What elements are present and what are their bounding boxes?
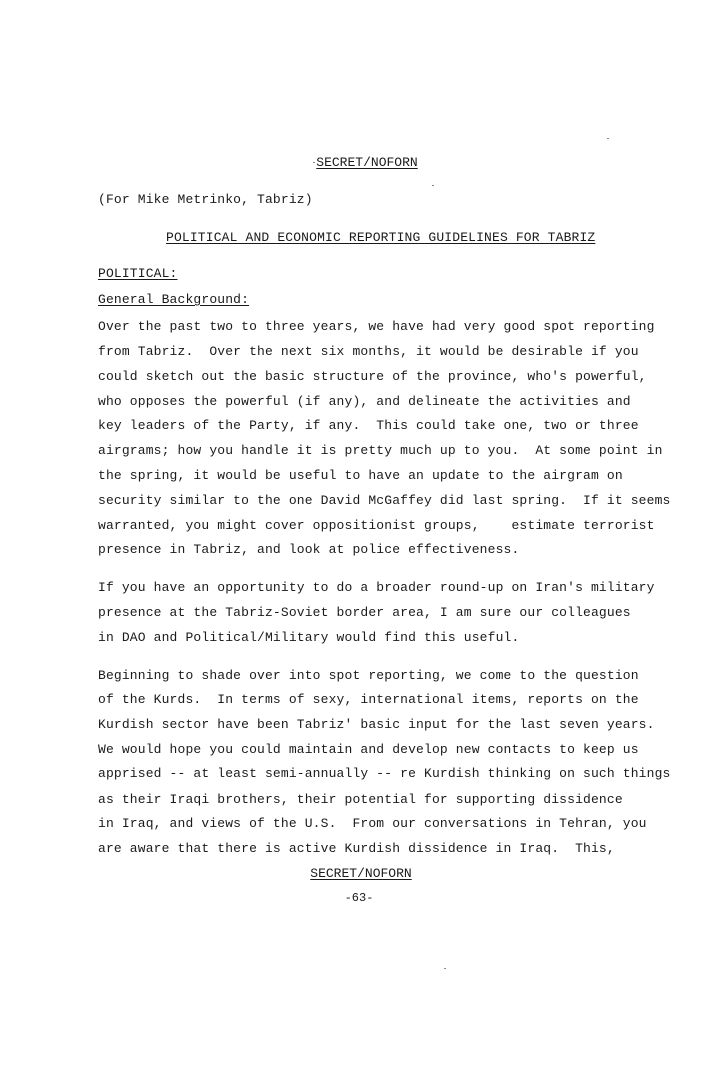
- paragraph1-line: security similar to the one David McGaffey did last spring. If it seems: [98, 493, 671, 508]
- classification-footer: SECRET/NOFORN: [310, 866, 412, 881]
- paragraph1-line: from Tabriz. Over the next six months, it would be desirable if you: [98, 344, 639, 359]
- paragraph3-line: apprised -- at least semi-annually -- re Kurdish thinking on such things: [98, 766, 671, 781]
- paragraph3-line: are aware that there is active Kurdish dissidence in Iraq. This,: [98, 841, 615, 856]
- paragraph3-line: Beginning to shade over into spot reporting, we come to the question: [98, 668, 639, 683]
- paragraph1-line: key leaders of the Party, if any. This could take one, two or three: [98, 418, 639, 433]
- scan-speck: [607, 138, 609, 139]
- scan-speck: [444, 968, 446, 969]
- paragraph1-line: warranted, you might cover oppositionist groups, estimate terrorist: [98, 518, 655, 533]
- paragraph3-line: as their Iraqi brothers, their potential for supporting dissidence: [98, 792, 623, 807]
- paragraph1-line: Over the past two to three years, we have had very good spot reporting: [98, 319, 655, 334]
- addressee-line: (For Mike Metrinko, Tabriz): [98, 192, 313, 207]
- paragraph2-line: presence at the Tabriz-Soviet border area, I am sure our colleagues: [98, 605, 631, 620]
- subsection-heading: General Background:: [98, 292, 250, 307]
- paragraph2-line: If you have an opportunity to do a broader round-up on Iran's military: [98, 580, 655, 595]
- paragraph1-line: who opposes the powerful (if any), and delineate the activities and: [98, 394, 631, 409]
- section-heading: POLITICAL:: [98, 266, 178, 281]
- scan-speck: [432, 185, 434, 186]
- scan-speck: [313, 162, 315, 163]
- paragraph1-line: presence in Tabriz, and look at police effectiveness.: [98, 542, 520, 557]
- paragraph3-line: We would hope you could maintain and develop new contacts to keep us: [98, 742, 639, 757]
- paragraph3-line: of the Kurds. In terms of sexy, international items, reports on the: [98, 692, 639, 707]
- classification-header: SECRET/NOFORN: [316, 155, 418, 170]
- paragraph1-line: could sketch out the basic structure of the province, who's powerful,: [98, 369, 647, 384]
- paragraph1-line: airgrams; how you handle it is pretty much up to you. At some point in: [98, 443, 663, 458]
- paragraph3-line: Kurdish sector have been Tabriz' basic input for the last seven years.: [98, 717, 655, 732]
- paragraph3-line: in Iraq, and views of the U.S. From our conversations in Tehran, you: [98, 816, 647, 831]
- document-title: POLITICAL AND ECONOMIC REPORTING GUIDELINES FOR TABRIZ: [166, 230, 596, 245]
- paragraph1-line: the spring, it would be useful to have an update to the airgram on: [98, 468, 623, 483]
- page-number: -63-: [344, 891, 374, 905]
- paragraph2-line: in DAO and Political/Military would find this useful.: [98, 630, 520, 645]
